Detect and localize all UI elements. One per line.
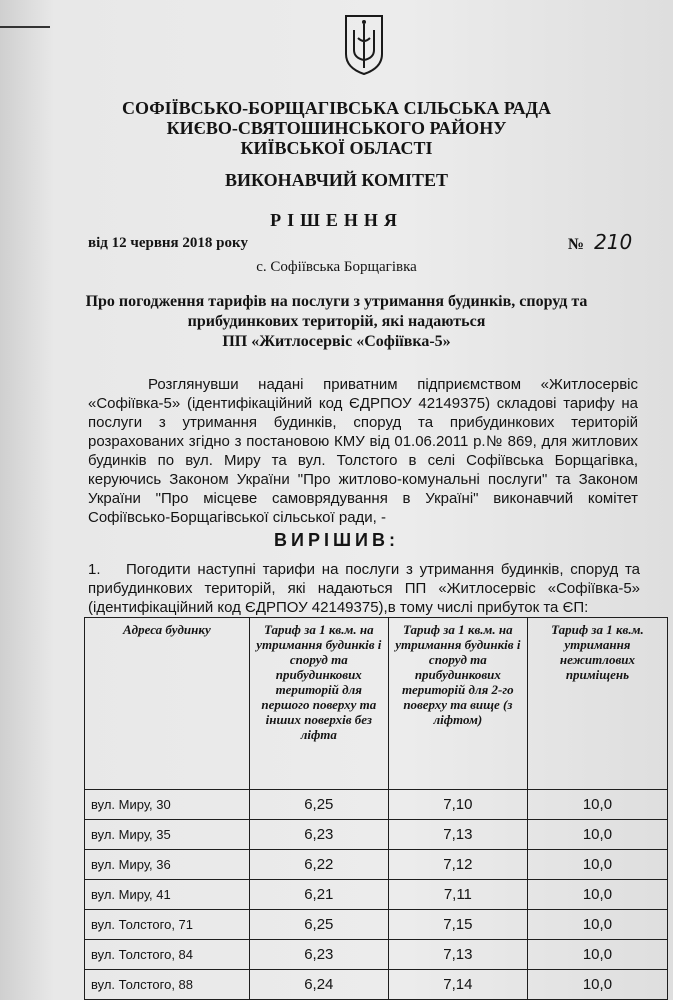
table-row — [85, 880, 668, 910]
item-1 — [88, 560, 640, 617]
subject-line-3: ПП «Житлосервіс «Софіївка-5» — [222, 333, 451, 350]
tariffs-table — [84, 617, 668, 1000]
tariff-cell: 10,0 — [527, 790, 667, 820]
number-value: 210 — [594, 230, 633, 254]
tariff-cell: 7,10 — [388, 790, 527, 820]
number-label: № — [568, 236, 585, 253]
table-header-row — [85, 618, 668, 790]
tariff-cell: 7,15 — [388, 910, 527, 940]
address-cell: вул. Миру, 30 — [85, 790, 250, 820]
region-name: КИЇВСЬКОЇ ОБЛАСТІ — [240, 138, 433, 158]
committee-title: ВИКОНАВЧИЙ КОМІТЕТ — [224, 170, 449, 190]
tariff-cell: 6,22 — [249, 850, 388, 880]
tariff-cell: 10,0 — [527, 820, 667, 850]
tariff-cell: 6,25 — [249, 910, 388, 940]
tariff-cell: 6,21 — [249, 880, 388, 910]
item-1-number: 1. — [88, 561, 101, 578]
district-name: КИЄВО-СВЯТОШИНСЬКОГО РАЙОНУ — [166, 118, 507, 138]
subject-line-1: Про погодження тарифів на послуги з утримання будинків, споруд та — [85, 293, 588, 310]
address-cell: вул. Миру, 35 — [85, 820, 250, 850]
tariff-cell: 6,23 — [249, 820, 388, 850]
corner-mark — [0, 26, 50, 28]
header-tariff-nonresidential: Тариф за 1 кв.м. утримання нежитлових приміщень — [527, 618, 667, 790]
tariff-cell: 10,0 — [527, 850, 667, 880]
table-row — [85, 820, 668, 850]
tariff-cell: 7,13 — [388, 820, 527, 850]
table-row — [85, 790, 668, 820]
tariff-cell: 6,24 — [249, 970, 388, 1000]
resolved-heading: ВИРІШИВ: — [274, 530, 399, 550]
tariff-cell: 10,0 — [527, 880, 667, 910]
address-cell: вул. Толстого, 71 — [85, 910, 250, 940]
address-cell: вул. Толстого, 84 — [85, 940, 250, 970]
tariff-cell: 10,0 — [527, 910, 667, 940]
tariff-cell: 7,14 — [388, 970, 527, 1000]
table-row — [85, 910, 668, 940]
decision-number — [568, 230, 632, 254]
tariff-cell: 7,11 — [388, 880, 527, 910]
tariff-cell: 6,25 — [249, 790, 388, 820]
council-name: СОФІЇВСЬКО-БОРЩАГІВСЬКА СІЛЬСЬКА РАДА — [121, 98, 552, 118]
decision-title: РІШЕННЯ — [270, 210, 403, 230]
table-row — [85, 940, 668, 970]
address-cell: вул. Миру, 36 — [85, 850, 250, 880]
tariff-cell: 7,12 — [388, 850, 527, 880]
tariff-cell: 7,13 — [388, 940, 527, 970]
village-name: с. Софіївська Борщагівка — [256, 259, 417, 275]
table-row — [85, 850, 668, 880]
trident-coat-of-arms-icon — [344, 14, 384, 76]
header-tariff-no-lift: Тариф за 1 кв.м. на утримання будинків і споруд та прибудинкових територій для першого поверху та інших поверхів без ліфта — [249, 618, 388, 790]
address-cell: вул. Толстого, 88 — [85, 970, 250, 1000]
tariff-cell: 10,0 — [527, 970, 667, 1000]
decision-subject — [0, 292, 673, 352]
preamble-paragraph: Розглянувши надані приватним підприємством «Житлосервіс «Софіївка-5» (ідентифікаційний код ЄДРПОУ 42149375) складові тарифу на послуги з утримання будинків, споруд та прибудинкових територій розрахованих згідно з постановою КМУ від 01.06.2011 р.№ 869, для житлових будинків по вул. Миру та вул. Толстого в селі Софіївська Борщагівка, керуючись Законом України "Про житлово-комунальні послуги" та Законом України "Про місцеве самоврядування в Україні" виконавчий комітет Софіївсько-Борщагівської сільської ради, - — [88, 376, 638, 526]
tariff-cell: 10,0 — [527, 940, 667, 970]
subject-line-2: прибудинкових територій, які надаються — [187, 313, 486, 330]
header-address: Адреса будинку — [85, 618, 250, 790]
item-1-text: Погодити наступні тарифи на послуги з утримання будинків, споруд та прибудинкових територій, які надаються ПП «Житлосервіс «Софіївка-5» (ідентифікаційний код ЄДРПОУ 42149375),в тому числі прибуток та ЄП: — [88, 561, 640, 616]
tariff-cell: 6,23 — [249, 940, 388, 970]
table-row — [85, 970, 668, 1000]
decision-date: від 12 червня 2018 року — [88, 235, 248, 251]
header-tariff-lift: Тариф за 1 кв.м. на утримання будинків і споруд та прибудинкових територій для 2-го поверху та вище (з ліфтом) — [388, 618, 527, 790]
address-cell: вул. Миру, 41 — [85, 880, 250, 910]
